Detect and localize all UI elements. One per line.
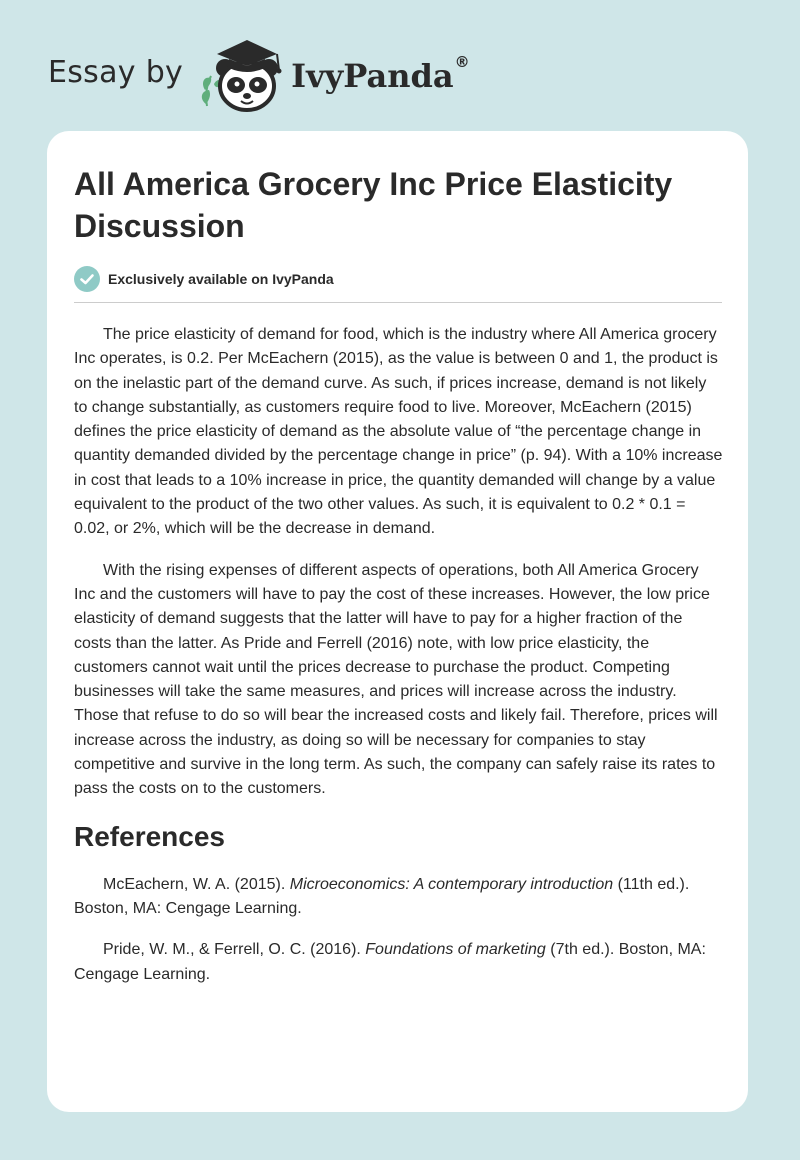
site-header-brand[interactable] [48, 34, 470, 114]
reference-entry [74, 873, 724, 922]
reference-entry [74, 938, 724, 987]
brand-registered-mark: ® [454, 53, 470, 71]
body-paragraph: With the rising expenses of different aspects of operations, both All America Grocery Inc and the customers will have to pay the cost of these increases. However, the low price elasticity of demand suggests that the latter will have to pay for a higher fraction of the costs than the latter. As Pride and Ferrell (2016) note, with low price elasticity, the customers cannot wait until the prices decrease to purchase the product. Competing businesses will take the same measures, and prices will increase across the industry. Those that refuse to do so will bear the increased costs and likely fail. Therefore, prices will increase across the industry, as doing so will be necessary for companies to stay competitive and survive in the long term. As such, the company can safely raise its rates to pass the costs on to the customers. [74, 561, 718, 798]
reference-title: Microeconomics: A contemporary introduction [289, 875, 614, 893]
body-paragraph: The price elasticity of demand for food, which is the industry where All America grocery Inc operates, is 0.2. Per McEachern (2015), as the value is between 0 and 1, the product is on the inelastic part of the demand curve. As such, if prices increase, demand is not likely to change substantially, as customers require food to live. Moreover, McEachern (2015) defines the price elasticity of demand as the absolute value of “the percentage change in quantity demanded divided by the percentage change in price” (p. 94). With a 10% increase in cost that leads to a 10% increase in price, the quantity demanded will change by a value equivalent to the product of the two other values. As such, it is equivalent to 0.2 * 0.1 = 0.02, or 2%, which will be the decrease in demand. [74, 326, 723, 538]
exclusive-badge [74, 265, 724, 293]
reference-publisher: (11th ed.). Boston, MA: Cengage Learning. [74, 875, 690, 917]
brand-name: IvyPanda [291, 57, 454, 95]
references-heading: References [74, 820, 225, 852]
article-card [47, 131, 748, 1112]
article-title: All America Grocery Inc Price Elasticity Discussion [74, 166, 673, 244]
check-circle-icon [74, 266, 100, 292]
reference-publisher: (7th ed.). Boston, MA: Cengage Learning. [74, 941, 706, 983]
reference-title: Foundations of marketing [365, 941, 546, 959]
header-divider [74, 302, 722, 303]
article-content [74, 131, 724, 987]
reference-authors: McEachern, W. A. (2015). [103, 875, 290, 893]
reference-authors: Pride, W. M., & Ferrell, O. C. (2016). [103, 941, 366, 959]
exclusive-badge-label: Exclusively available on IvyPanda [108, 271, 334, 287]
panda-logo-icon [197, 34, 289, 114]
brand-prefix: Essay by [48, 54, 184, 90]
